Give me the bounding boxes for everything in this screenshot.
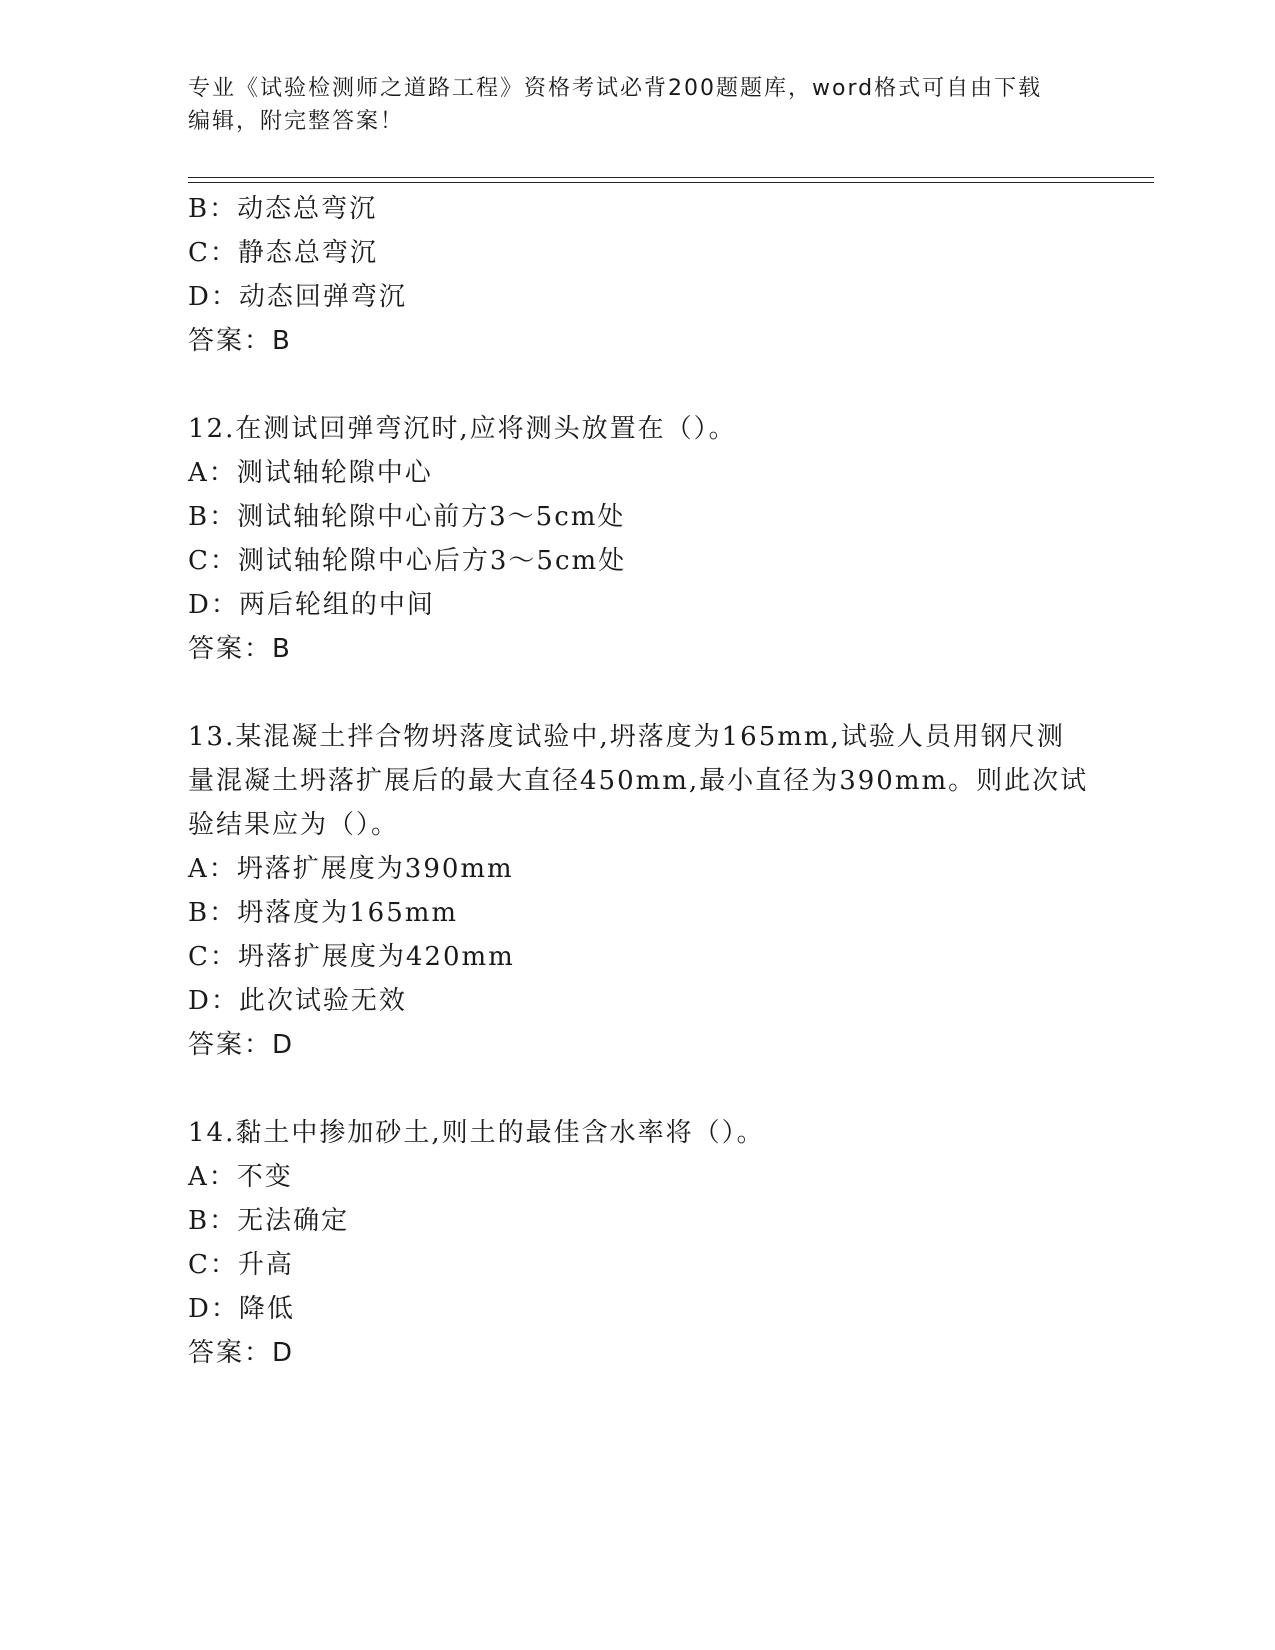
q13-option-d: D：此次试验无效 <box>188 986 407 1016</box>
q12-option-d: D：两后轮组的中间 <box>188 590 435 620</box>
q11-answer: 答案：B <box>188 326 292 356</box>
q13-stem-line-1: 13.某混凝土拌合物坍落度试验中,坍落度为165mm,试验人员用钢尺测 <box>188 722 1065 752</box>
q13-option-a: A：坍落扩展度为390mm <box>188 854 514 884</box>
header-divider-bottom <box>188 182 1154 183</box>
q13-stem-line-3: 验结果应为（）。 <box>188 810 400 840</box>
q13-option-c: C：坍落扩展度为420mm <box>188 942 515 972</box>
q12-option-a: A：测试轴轮隙中心 <box>188 458 433 488</box>
q13-answer: 答案：D <box>188 1030 295 1060</box>
q12-stem: 12.在测试回弹弯沉时,应将测头放置在（）。 <box>188 414 737 444</box>
q12-option-c: C：测试轴轮隙中心后方3～5cm处 <box>188 546 627 576</box>
q11-option-b: B：动态总弯沉 <box>188 194 378 224</box>
q13-stem-line-2: 量混凝土坍落扩展后的最大直径450mm,最小直径为390mm。则此次试 <box>188 766 1089 796</box>
q14-option-d: D：降低 <box>188 1294 295 1324</box>
document-header <box>188 72 1068 138</box>
header-line-1: 专业《试验检测师之道路工程》资格考试必背200题题库，word格式可自由下载 <box>188 76 1043 101</box>
header-line-2: 编辑，附完整答案！ <box>188 109 405 134</box>
q14-answer: 答案：D <box>188 1338 295 1368</box>
q12-answer: 答案：B <box>188 634 292 664</box>
q11-option-c: C：静态总弯沉 <box>188 238 378 268</box>
q11-option-d: D：动态回弹弯沉 <box>188 282 407 312</box>
q14-option-c: C：升高 <box>188 1250 294 1280</box>
q13-option-b: B：坍落度为165mm <box>188 898 459 928</box>
q12-option-b: B：测试轴轮隙中心前方3～5cm处 <box>188 502 626 532</box>
header-divider-top <box>188 177 1154 178</box>
q14-stem: 14.黏土中掺加砂土,则土的最佳含水率将（）。 <box>188 1118 765 1148</box>
q14-option-b: B：无法确定 <box>188 1206 350 1236</box>
q14-option-a: A：不变 <box>188 1162 293 1192</box>
